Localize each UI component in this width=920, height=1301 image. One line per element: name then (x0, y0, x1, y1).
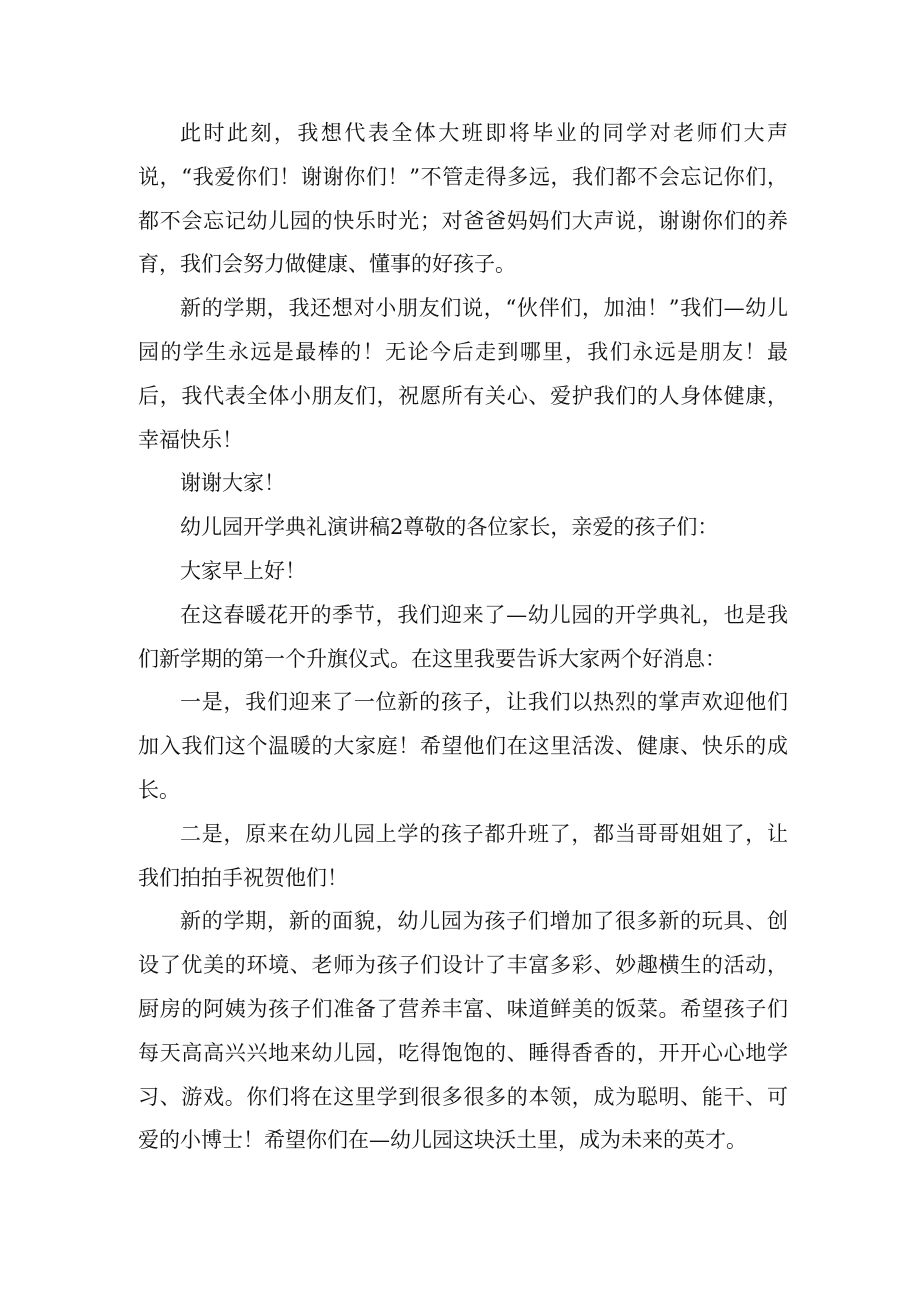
paragraph-good-morning: 大家早上好！ (180, 558, 306, 583)
paragraph-thanks-everyone: 谢谢大家！ (180, 471, 285, 496)
paragraph-good-news-one: 一是，我们迎来了一位新的孩子，让我们以热烈的掌声欢迎他们加入我们这个温暖的大家庭！希望他们在这里活泼、健康、快乐的成长。 (138, 690, 788, 802)
paragraph-good-news-two: 二是，原来在幼儿园上学的孩子都升班了，都当哥哥姐姐了，让我们拍拍手祝贺他们！ (138, 821, 788, 890)
document-body (138, 112, 788, 1163)
paragraph-new-look: 新的学期，新的面貌，幼儿园为孩子们增加了很多新的玩具、创设了优美的环境、老师为孩子们设计了丰富多彩、妙趣横生的活动，厨房的阿姨为孩子们准备了营养丰富、味道鲜美的饭菜。希望孩子们每天高高兴兴地来幼儿园，吃得饱饱的、睡得香香的，开开心心地学习、游戏。你们将在这里学到很多很多的本领，成为聪明、能干、可爱的小博士！希望你们在—幼儿园这块沃土里，成为未来的英才。 (138, 909, 788, 1153)
paragraph-new-semester-friends: 新的学期，我还想对小朋友们说，“伙伴们，加油！”我们—幼儿园的学生永远是最棒的！无论今后走到哪里，我们永远是朋友！最后，我代表全体小朋友们，祝愿所有关心、爱护我们的人身体健康，幸福快乐！ (138, 296, 788, 452)
paragraph-opening-ceremony: 在这春暖花开的季节，我们迎来了—幼儿园的开学典礼，也是我们新学期的第一个升旗仪式。在这里我要告诉大家两个好消息： (138, 602, 788, 671)
paragraph-speech-title: 幼儿园开学典礼演讲稿2尊敬的各位家长，亲爱的孩子们： (180, 515, 719, 540)
paragraph-graduation-thanks: 此时此刻，我想代表全体大班即将毕业的同学对老师们大声说，“我爱你们！谢谢你们！”不管走得多远，我们都不会忘记你们，都不会忘记幼儿园的快乐时光；对爸爸妈妈们大声说，谢谢你们的养育，我们会努力做健康、懂事的好孩子。 (138, 121, 788, 277)
